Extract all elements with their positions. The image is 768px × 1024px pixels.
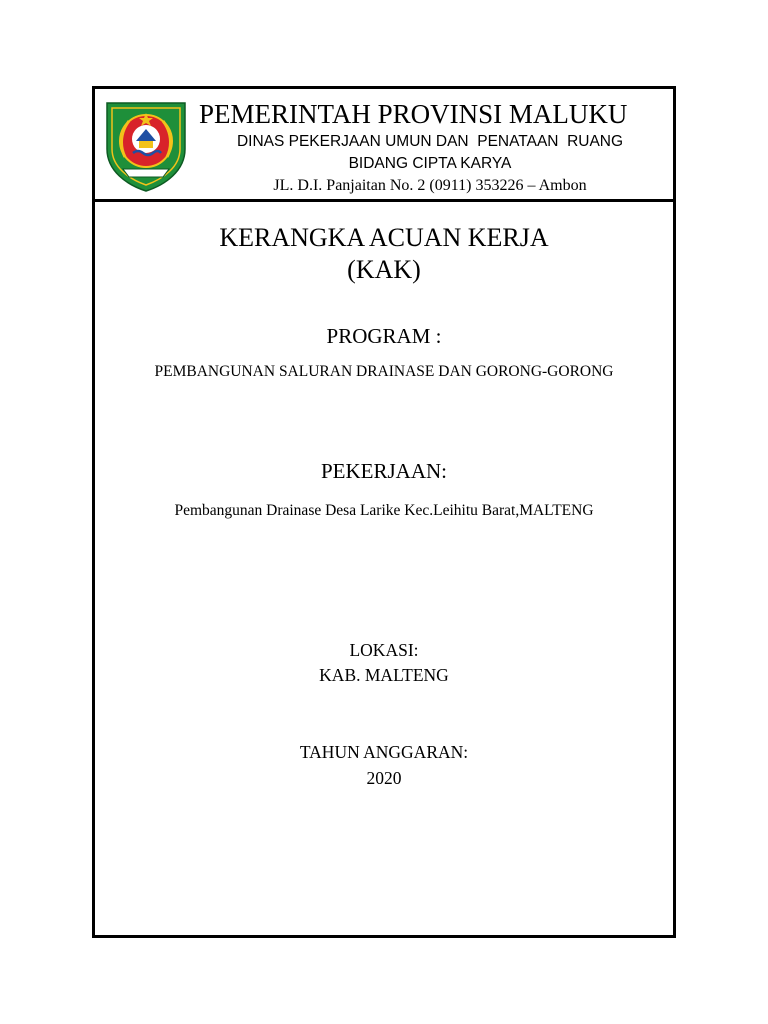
cover-page-frame [92,86,676,938]
organization-name: PEMERINTAH PROVINSI MALUKU [199,99,628,129]
document-abbreviation: (KAK) [347,255,421,284]
emblem-graphic [103,97,189,193]
maluku-province-emblem-icon [103,97,189,193]
division-name: BIDANG CIPTA KARYA [348,155,512,172]
location-value: KAB. MALTENG [319,665,449,685]
work-value: Pembangunan Drainase Desa Larike Kec.Leihitu Barat,MALTENG [174,502,594,519]
letterhead [95,89,673,202]
program-label: PROGRAM : [326,324,442,348]
budget-year-value: 2020 [366,768,402,788]
location-label: LOKASI: [349,640,419,660]
office-address: JL. D.I. Panjaitan No. 2 (0911) 353226 – Ambon [273,177,587,194]
department-name: DINAS PEKERJAAN UMUN DAN PENATAAN RUANG [236,133,624,150]
budget-year-label: TAHUN ANGGARAN: [299,742,469,762]
work-label: PEKERJAAN: [320,459,447,483]
document-title: KERANGKA ACUAN KERJA [219,223,549,252]
program-value: PEMBANGUNAN SALURAN DRAINASE DAN GORONG-GORONG [154,363,614,380]
